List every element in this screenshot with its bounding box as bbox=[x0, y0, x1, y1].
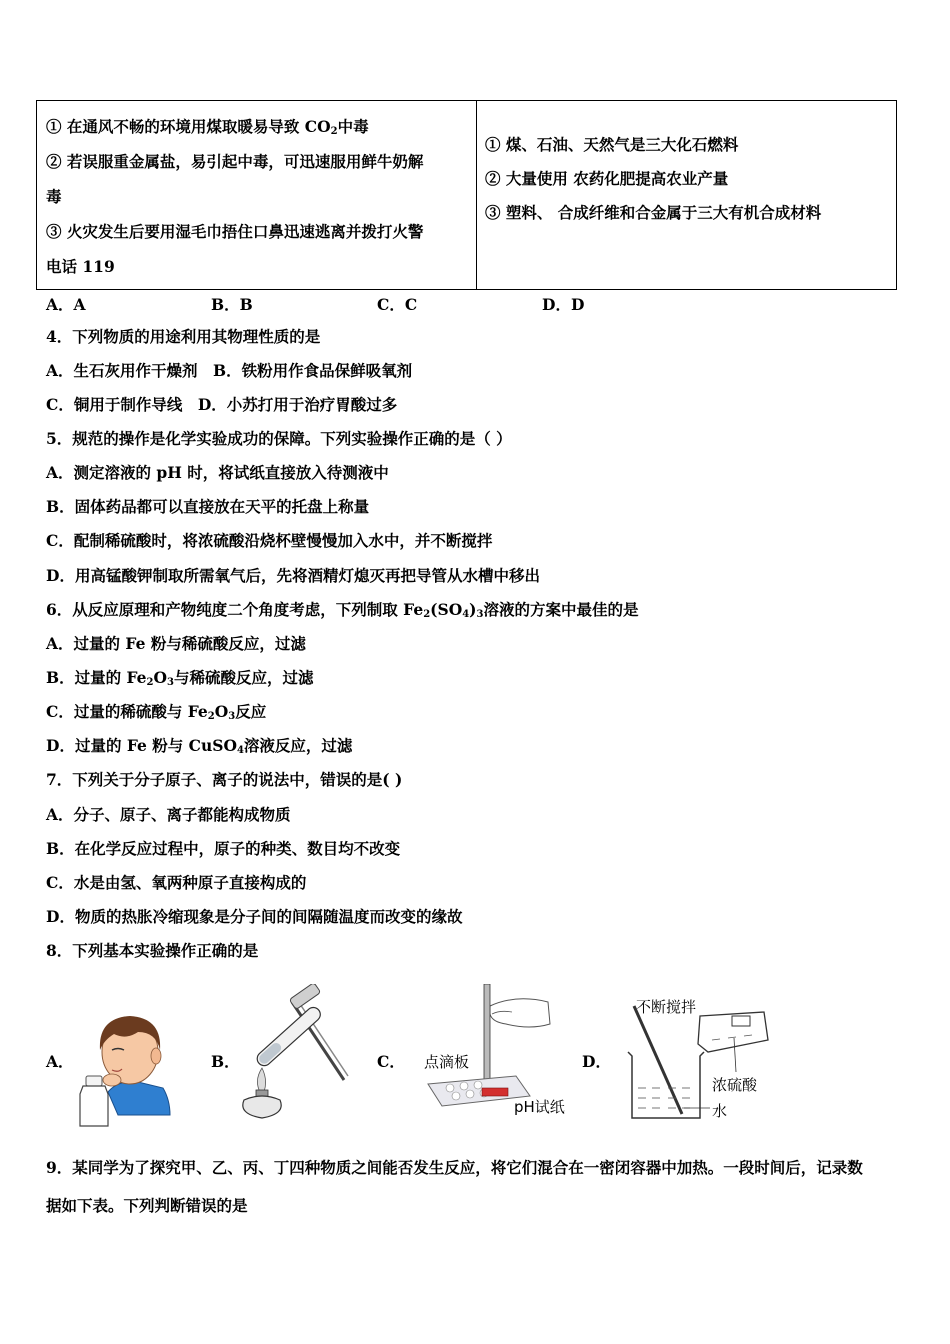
smelling-bottle-illustration bbox=[78, 1010, 178, 1130]
q8-label-d: D． bbox=[582, 1052, 611, 1071]
q5-option-c: C．配制稀硫酸时，将浓硫酸沿烧杯壁慢慢加入水中，并不断搅拌 bbox=[46, 531, 493, 550]
table-cell-right bbox=[477, 101, 897, 290]
q6-option-a: A．过量的 Fe 粉与稀硫酸反应，过滤 bbox=[46, 634, 306, 653]
q7-option-b: B．在化学反应过程中，原子的种类、数目均不改变 bbox=[46, 839, 401, 858]
q8-label-c: C． bbox=[377, 1052, 405, 1071]
q5-option-b: B．固体药品都可以直接放在天平的托盘上称量 bbox=[46, 497, 370, 516]
q6-stem: 6．从反应原理和产物纯度二个角度考虑，下列制取 $Fe_2(SO_4)_3$溶液的方案中最佳的是 bbox=[46, 600, 639, 620]
right-line-3: ③ 塑料、 合成纤维和合金属于三大有机合成材料 bbox=[485, 203, 822, 222]
heating-test-tube-illustration bbox=[232, 984, 352, 1124]
water-label: 水 bbox=[712, 1102, 728, 1120]
q7-stem: 7．下列关于分子原子、离子的说法中，错误的是( ) bbox=[46, 770, 403, 789]
left-line-5: 电话 119 bbox=[46, 257, 115, 276]
q5-option-d: D．用高锰酸钾制取所需氧气后，先将酒精灯熄灭再把导管从水槽中移出 bbox=[46, 566, 540, 585]
q8-stem: 8．下列基本实验操作正确的是 bbox=[46, 941, 259, 960]
left-line-4: ③ 火灾发生后要用湿毛巾捂住口鼻迅速逃离并拨打火警 bbox=[46, 222, 424, 241]
table-cell-left bbox=[37, 101, 477, 290]
q9-stem-line2: 据如下表。下列判断错误的是 bbox=[46, 1196, 248, 1215]
q5-option-a: A．测定溶液的 pH 时，将试纸直接放入待测液中 bbox=[46, 463, 389, 482]
q6-option-b: B．过量的 $Fe_2O_3$与稀硫酸反应，过滤 bbox=[46, 668, 314, 688]
q7-option-a: A．分子、原子、离子都能构成物质 bbox=[46, 805, 291, 824]
q6-option-d: D．过量的 Fe 粉与 CuSO$_4$溶液反应，过滤 bbox=[46, 736, 353, 756]
q9-stem-line1: 9．某同学为了探究甲、乙、丙、丁四种物质之间能否发生反应，将它们混合在一密闭容器中加热。一段时间后，记录数 bbox=[46, 1158, 863, 1177]
q5-stem: 5．规范的操作是化学实验成功的保障。下列实验操作正确的是（ ） bbox=[46, 429, 512, 448]
right-line-2: ② 大量使用 农药化肥提高农业产量 bbox=[485, 169, 729, 188]
q3-option-c: C．C bbox=[377, 295, 418, 314]
conc-acid-label: 浓硫酸 bbox=[712, 1076, 758, 1094]
q3-option-b: B．B bbox=[211, 295, 253, 314]
q3-option-d: D．D bbox=[542, 295, 585, 314]
left-line-2: ② 若误服重金属盐，易引起中毒，可迅速服用鲜牛奶解 bbox=[46, 152, 424, 171]
q6-option-c: C．过量的稀硫酸与 $Fe_2O_3$反应 bbox=[46, 702, 267, 722]
stir-label: 不断搅拌 bbox=[636, 998, 697, 1016]
q4-options-cd: C．铜用于制作导线 D．小苏打用于治疗胃酸过多 bbox=[46, 395, 398, 414]
q3-option-a: A．A bbox=[46, 295, 86, 314]
right-line-1: ① 煤、石油、天然气是三大化石燃料 bbox=[485, 135, 739, 154]
q4-options-ab: A．生石灰用作干燥剂 B．铁粉用作食品保鲜吸氧剂 bbox=[46, 361, 413, 380]
q8-label-b: B． bbox=[211, 1052, 240, 1071]
q7-option-d: D．物质的热胀冷缩现象是分子间的间隔随温度而改变的缘故 bbox=[46, 907, 463, 926]
q3-options-table bbox=[36, 100, 897, 290]
q4-stem: 4．下列物质的用途利用其物理性质的是 bbox=[46, 327, 321, 346]
q7-option-c: C．水是由氢、氧两种原子直接构成的 bbox=[46, 873, 307, 892]
spot-plate-label: 点滴板 bbox=[424, 1053, 470, 1071]
q8-label-a: A． bbox=[46, 1052, 74, 1071]
left-line-3: 毒 bbox=[46, 187, 62, 206]
ph-paper-label: pH试纸 bbox=[514, 1098, 565, 1116]
left-line-1: ① 在通风不畅的环境用煤取暖易导致 $CO_2$中毒 bbox=[46, 117, 369, 137]
